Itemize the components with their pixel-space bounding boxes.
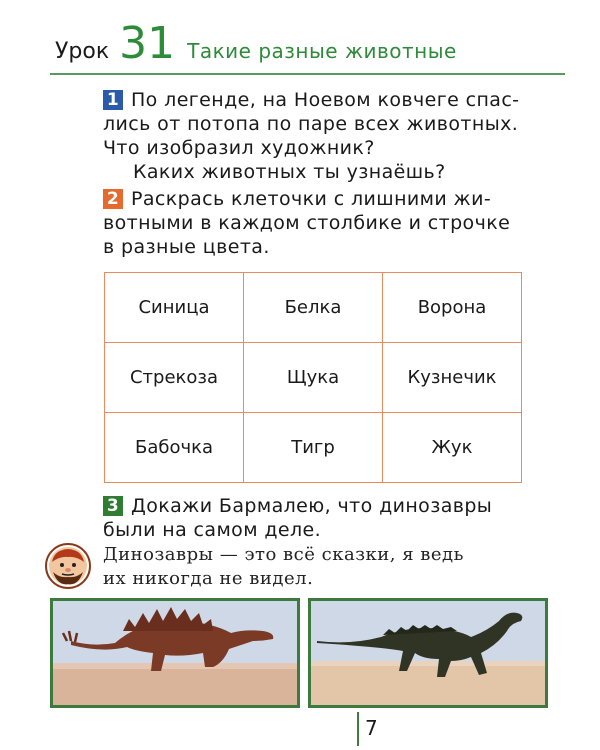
barmaley-icon (44, 542, 92, 590)
speech-line-1: Динозавры — это всё сказки, я ведь (103, 544, 464, 565)
grid-row (105, 343, 522, 413)
grid-cell[interactable]: Тигр (244, 413, 383, 483)
page-number-divider (357, 712, 359, 746)
grid-cell[interactable]: Бабочка (105, 413, 244, 483)
grid-cell[interactable]: Синица (105, 273, 244, 343)
grid-row (105, 273, 522, 343)
task-3-line-1: Докажи Бармалею, что динозавры (131, 495, 493, 517)
stegosaurus-photo (50, 598, 300, 708)
grid-row (105, 413, 522, 483)
animal-grid (104, 272, 522, 483)
task-3-badge: 3 (103, 496, 123, 516)
grid-cell[interactable]: Щука (244, 343, 383, 413)
lesson-number: 31 (119, 18, 176, 69)
grid-cell[interactable]: Кузнечик (383, 343, 522, 413)
task-1-line-4: Каких животных ты узнаёшь? (133, 161, 446, 183)
lesson-word: Урок (55, 39, 110, 64)
task-1 (103, 88, 533, 184)
grid-cell[interactable]: Белка (244, 273, 383, 343)
task-2-line-1: Раскрась клеточки с лишними жи- (131, 188, 492, 210)
task-2-line-3: в разные цвета. (103, 236, 270, 258)
task-1-line-3: Что изобразил художник? (103, 137, 375, 159)
page-number: 7 (365, 716, 378, 740)
grid-cell[interactable]: Жук (383, 413, 522, 483)
task-2 (103, 187, 533, 259)
task-3 (103, 494, 533, 542)
grid-cell[interactable]: Ворона (383, 273, 522, 343)
speech-line-2: их никогда не видел. (103, 568, 314, 589)
task-1-line-2: лись от потопа по паре всех животных. (103, 113, 519, 135)
lesson-header (55, 18, 457, 69)
dinosaur-photo (308, 598, 548, 708)
task-1-badge: 1 (103, 90, 123, 110)
lesson-title: Такие разные животные (187, 39, 457, 63)
grid-cell[interactable]: Стрекоза (105, 343, 244, 413)
task-1-line-1: По легенде, на Ноевом ковчеге спас- (131, 89, 520, 111)
header-divider (50, 73, 565, 75)
task-2-line-2: вотными в каждом столбике и строчке (103, 212, 511, 234)
task-3-line-2: были на самом деле. (103, 519, 322, 541)
barmaley-speech (103, 543, 533, 591)
task-2-badge: 2 (103, 189, 123, 209)
